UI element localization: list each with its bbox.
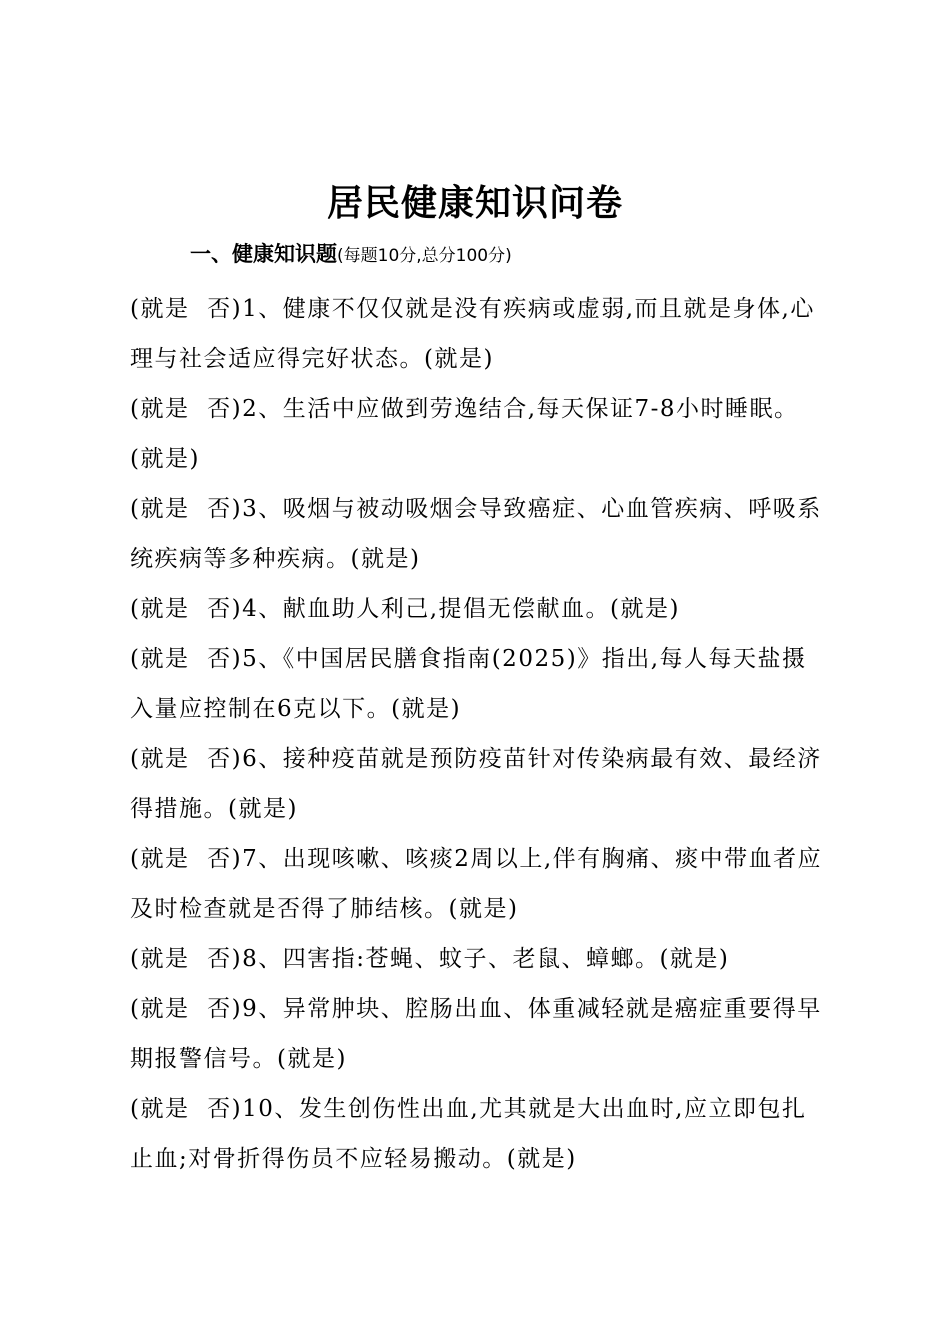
section-heading-text: 一、健康知识题: [190, 242, 337, 266]
question-item: [130, 834, 830, 934]
question-text: 7、出现咳嗽、咳痰2周以上,伴有胸痛、痰中带血者应及时检查就是否得了肺结核。(就是): [130, 846, 823, 922]
question-item: [130, 734, 830, 834]
question-text: 8、四害指:苍蝇、蚊子、老鼠、蟑螂。(就是): [242, 946, 730, 972]
answer-choice: (就是 否): [130, 746, 243, 772]
question-text: 9、异常肿块、腔肠出血、体重减轻就是癌症重要得早期报警信号。(就是): [130, 996, 822, 1072]
question-item: [130, 584, 830, 634]
question-text: 3、吸烟与被动吸烟会导致癌症、心血管疾病、呼吸系统疾病等多种疾病。(就是): [130, 496, 822, 572]
question-list: [130, 284, 830, 1184]
answer-choice: (就是 否): [130, 946, 243, 972]
answer-choice: (就是 否): [130, 996, 243, 1022]
answer-choice: (就是 否): [130, 496, 243, 522]
question-text: 1、健康不仅仅就是没有疾病或虚弱,而且就是身体,心理与社会适应得完好状态。(就是): [130, 296, 815, 372]
question-text: 10、发生创伤性出血,尤其就是大出血时,应立即包扎止血;对骨折得伤员不应轻易搬动。(就是): [130, 1096, 807, 1172]
section-scoring-note: (每题10分,总分100分): [337, 246, 512, 266]
question-item: [130, 284, 830, 384]
section-heading: [190, 236, 512, 274]
question-item: [130, 484, 830, 584]
question-item: [130, 934, 830, 984]
answer-choice: (就是 否): [130, 646, 243, 672]
page-title: 居民健康知识问卷: [326, 182, 623, 224]
question-item: [130, 634, 830, 734]
question-text: 4、献血助人利己,提倡无偿献血。(就是): [242, 596, 680, 622]
answer-choice: (就是 否): [130, 396, 243, 422]
question-text: 5、《中国居民膳食指南(2025)》指出,每人每天盐摄入量应控制在6克以下。(就是): [130, 646, 807, 722]
answer-choice: (就是 否): [130, 296, 243, 322]
question-text: 2、生活中应做到劳逸结合,每天保证7-8小时睡眠。(就是): [130, 396, 799, 472]
question-item: [130, 984, 830, 1084]
question-text: 6、接种疫苗就是预防疫苗针对传染病最有效、最经济得措施。(就是): [130, 746, 822, 822]
answer-choice: (就是 否): [130, 846, 243, 872]
answer-choice: (就是 否): [130, 1096, 243, 1122]
question-item: [130, 1084, 830, 1184]
question-item: [130, 384, 830, 484]
answer-choice: (就是 否): [130, 596, 243, 622]
